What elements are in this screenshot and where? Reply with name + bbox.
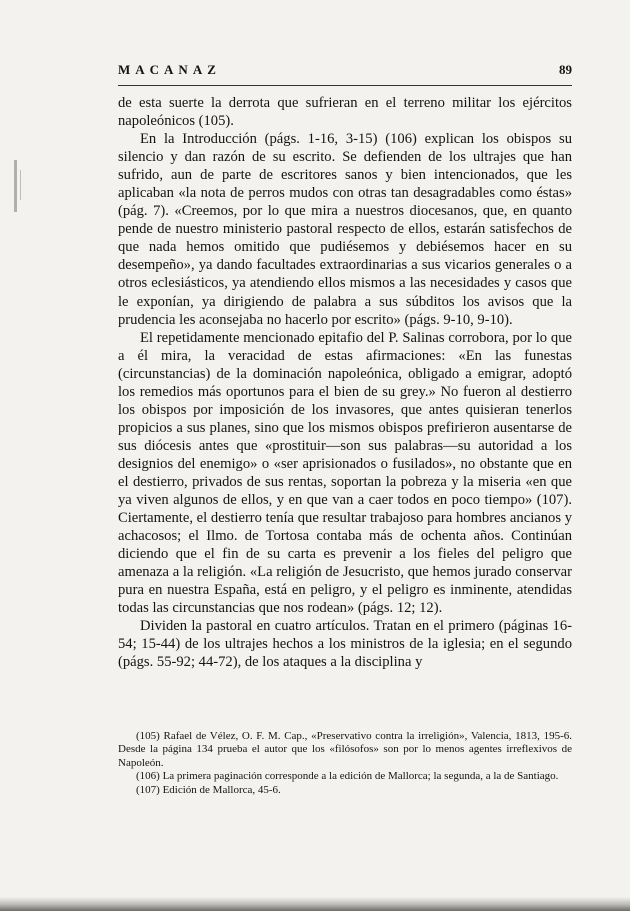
footnote-107: (107) Edición de Mallorca, 45-6. (136, 783, 281, 796)
paragraph-continuation: de esta suerte la derrota que sufrieran en el terreno militar los ejércitos napoleónicos (105). (118, 95, 572, 130)
footnote-106: (106) La primera paginación corresponde a la edición de Mallorca; la segunda, a la de Santiago. (136, 770, 559, 783)
margin-stain-line (20, 170, 21, 200)
header-rule (118, 85, 572, 86)
paragraph-introduction: En la Introducción (págs. 1-16, 3-15) (106) explican los obispos su silencio y dan razón de su escrito. Se defienden de los ultrajes que han sufrido, aun de parte de escritores sanos y bien intencionados, que les aplicaban «la nota de perros mudos con otras tan desagradables como éstas» (pág. 7). «Creemos, por lo que mira a nuestros diocesanos, que, en quanto pende de nuestro ministerio pastoral respecto de ellos, estarán satisfechos de que nada hemos omitido que pudiésemos y debiésemos hacer en su desempeño», ya dando facultades extraordinarias a sus vicarios generales o a otros eclesiásticos, ya atendiendo ellos mismos a las necesidades y casos que le exponían, ya dirigiendo de palabra a sus súbditos los avisos que la prudencia les aconsejaba no hacerlo por escrito» (págs. 9-10, 9-10). (118, 131, 572, 328)
paragraph-articulos: Dividen la pastoral en cuatro artículos. Tratan en el primero (páginas 16-54; 15-44) de los ultrajes hechos a los ministros de la iglesia; en el segundo (págs. 55-92; 44-72), de los ataques a la disciplina y (118, 618, 572, 671)
paragraph-epitafio: El repetidamente mencionado epitafio del P. Salinas corrobora, por lo que a él mira, la veracidad de estas afirmaciones: «En las funestas (circunstancias) de la dominación napoleónica, obligado a emigrar, adoptó los remedios más oportunos para el bien de su grey.» No fueron al destierro los obispos por imposición de los invasores, que antes quisieran tenerlos propicios a sus planes, sino que los mismos obispos prefirieron ausentarse de sus diócesis antes que «prostituir—son sus palabras—su autoridad a los designios del enemigo» o «ser aprisionados o fusilados», no obstante que en el destierro, privados de sus rentas, soportan la pobreza y la miseria «en que ya viven algunos de ellos, y en que van a caer todos en poco tiempo» (107). Ciertamente, el destierro tenía que resultar trabajoso para hombres ancianos y achacosos; el Ilmo. de Tortosa contaba más de ochenta años. Continúan diciendo que el fin de su carta es prevenir a los fieles del peligro que amenaza a la religión. «La religión de Jesucristo, que hemos jurado conservar pura en nuestra España, está en peligro, y el peligro es inminente, atendidas todas las circunstancias que nos rodean» (págs. 12; 12). (118, 329, 572, 617)
page-header (118, 62, 572, 82)
footnote-105: (105) Rafael de Vélez, O. F. M. Cap., «Preservativo contra la irreligión», Valencia, 1813, 195-6. Desde la página 134 prueba el autor que los «filósofos» son por lo menos agentes irreflexivos de Napoleón. (118, 730, 572, 769)
footnotes (118, 730, 572, 797)
running-head: MACANAZ (118, 62, 221, 77)
main-text (118, 94, 572, 672)
page-number: 89 (559, 62, 572, 77)
page-bottom-edge (0, 897, 630, 911)
margin-stain (14, 160, 17, 212)
